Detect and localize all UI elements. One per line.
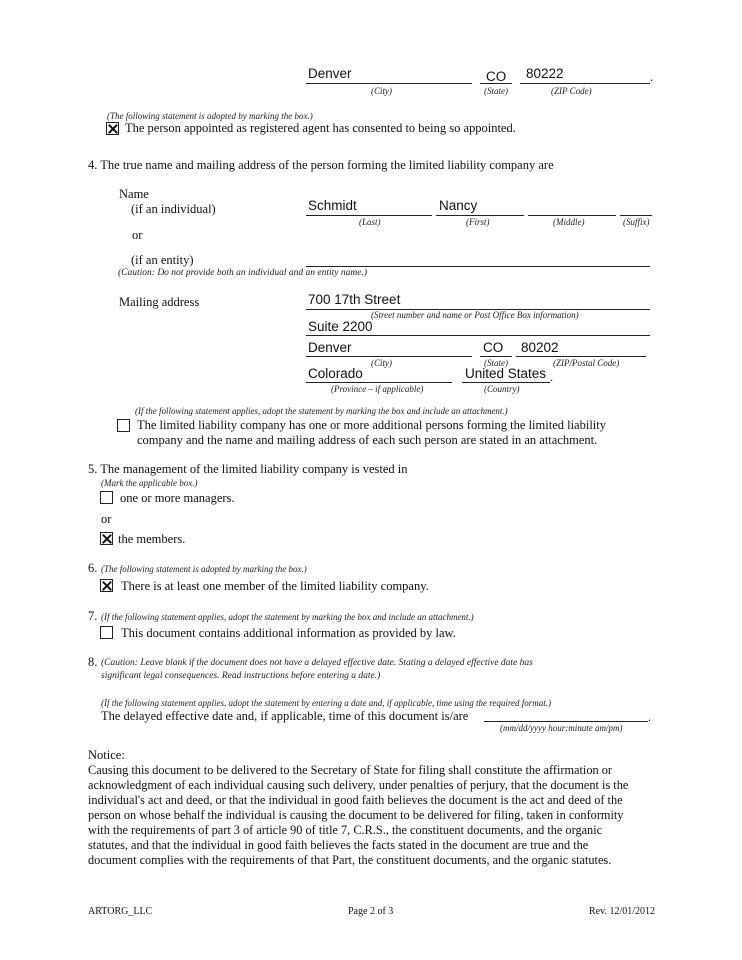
section5-note: (Mark the applicable box.)	[101, 478, 198, 488]
notice-body	[88, 763, 660, 868]
notice-heading: Notice:	[88, 748, 125, 762]
agent-state-caption: (State)	[484, 86, 508, 96]
mailing-state-line	[480, 356, 512, 357]
notice-line: person on whose behalf the individual is causing the document to be delivered for filing, taken in conformity	[88, 808, 624, 822]
section6-checkbox[interactable]	[100, 579, 113, 592]
mailing-city-line	[306, 356, 472, 357]
section8-statement: The delayed effective date and, if applicable, time of this document is/are	[101, 709, 469, 723]
additional-persons-checkbox[interactable]	[117, 419, 130, 432]
province-line	[306, 382, 452, 383]
mailing-zip-line	[516, 356, 646, 357]
notice-line: statutes, and that the individual in good faith believes the facts stated in the document are true and the	[88, 838, 589, 852]
suffix-line[interactable]	[620, 215, 652, 216]
agent-city-value[interactable]: Denver	[308, 66, 352, 81]
first-name-line	[436, 215, 524, 216]
footer-revision: Rev. 12/01/2012	[589, 906, 656, 917]
agent-period: .	[650, 70, 654, 84]
street-caption: (Street number and name or Post Office Box information)	[371, 310, 579, 320]
section8-number: 8.	[88, 655, 98, 669]
middle-caption: (Middle)	[553, 217, 585, 227]
section6-note: (The following statement is adopted by marking the box.)	[101, 564, 307, 574]
additional-persons-line2: company and the name and mailing address of each such person are stated in an attachment.	[137, 433, 598, 447]
section8-caution-line2: significant legal consequences. Read instructions before entering a date.)	[101, 671, 381, 681]
country-caption: (Country)	[484, 384, 520, 394]
country-line	[462, 382, 550, 383]
additional-persons-line1: The limited liability company has one or more additional persons forming the limited liability	[137, 418, 607, 432]
street2-line	[306, 335, 650, 336]
agent-state-line	[480, 83, 512, 84]
section5-heading: 5. The management of the limited liability company is vested in	[88, 462, 408, 476]
members-label: the members.	[118, 532, 186, 546]
agent-state-value[interactable]: CO	[486, 69, 507, 84]
first-name-value[interactable]: Nancy	[439, 198, 478, 213]
section7-number: 7.	[88, 609, 98, 623]
agent-city-caption: (City)	[371, 86, 392, 96]
consent-checkbox[interactable]	[106, 122, 119, 135]
if-individual-label: (if an individual)	[131, 202, 216, 216]
delayed-date-line[interactable]	[484, 721, 648, 722]
agent-zip-caption: (ZIP Code)	[551, 86, 592, 96]
footer-page-number: Page 2 of 3	[348, 906, 394, 917]
suffix-caption: (Suffix)	[623, 217, 650, 227]
entity-name-line[interactable]	[306, 266, 650, 267]
middle-name-line[interactable]	[528, 215, 616, 216]
last-name-value[interactable]: Schmidt	[308, 198, 357, 213]
last-name-line	[306, 215, 432, 216]
consent-statement: The person appointed as registered agent has consented to being so appointed.	[125, 121, 516, 135]
managers-label: one or more managers.	[120, 491, 235, 505]
section6-statement: There is at least one member of the limited liability company.	[121, 579, 429, 593]
section7-checkbox[interactable]	[100, 626, 113, 639]
mailing-city-caption: (City)	[371, 358, 392, 368]
province-value[interactable]: Colorado	[308, 366, 363, 381]
section5-or: or	[101, 512, 112, 526]
section4-heading: 4. The true name and mailing address of the person forming the limited liability company are	[88, 158, 554, 172]
agent-zip-value[interactable]: 80222	[526, 66, 564, 81]
managers-checkbox[interactable]	[100, 491, 113, 504]
section6-number: 6.	[88, 561, 98, 575]
first-caption: (First)	[466, 217, 490, 227]
notice-line: with the requirements of part 3 of article 90 of title 7, C.R.S., the constituent documents, and the organic	[88, 823, 603, 837]
consent-note: (The following statement is adopted by marking the box.)	[107, 111, 313, 121]
mailing-state-value[interactable]: CO	[483, 340, 504, 355]
section8-caution-line1: (Caution: Leave blank if the document does not have a delayed effective date. Stating a delayed effective date has	[101, 658, 533, 668]
notice-line: Causing this document to be delivered to the Secretary of State for filing shall constitute the affirmation or	[88, 763, 612, 777]
name-label: Name	[119, 187, 149, 201]
mailing-address-label: Mailing address	[119, 295, 200, 309]
province-caption: (Province – if applicable)	[331, 384, 424, 394]
section7-note: (If the following statement applies, adopt the statement by marking the box and include an attachment.)	[101, 612, 474, 622]
members-checkbox[interactable]	[100, 532, 113, 545]
notice-line: individual's act and deed, or that the individual in good faith believes the document is the act and deed of the	[88, 793, 623, 807]
last-caption: (Last)	[359, 217, 381, 227]
agent-city-line	[306, 83, 472, 84]
footer-form-id: ARTORG_LLC	[88, 906, 153, 917]
mailing-state-caption: (State)	[484, 358, 508, 368]
section8-note: (If the following statement applies, adopt the statement by entering a date and, if applicable, time using the required format.)	[101, 698, 552, 708]
country-value[interactable]: United States	[465, 366, 547, 381]
mailing-zip-caption: (ZIP/Postal Code)	[553, 358, 620, 368]
notice-line: acknowledgment of each individual causing such delivery, under penalties of perjury, that the document is the	[88, 778, 629, 792]
additional-persons-note: (If the following statement applies, adopt the statement by marking the box and include an attachment.)	[135, 406, 508, 416]
street-value[interactable]: 700 17th Street	[308, 292, 401, 307]
or-label: or	[132, 228, 143, 242]
section7-statement: This document contains additional information as provided by law.	[121, 626, 456, 640]
street2-value[interactable]: Suite 2200	[308, 319, 373, 334]
if-entity-label: (if an entity)	[131, 253, 194, 267]
mailing-city-value[interactable]: Denver	[308, 340, 352, 355]
section8-period: .	[648, 710, 652, 724]
date-format-caption: (mm/dd/yyyy hour:minute am/pm)	[500, 723, 623, 733]
notice-line: document complies with the requirements of that Part, the constituent documents, and the organic statutes.	[88, 853, 612, 867]
caution-note: (Caution: Do not provide both an individual and an entity name.)	[118, 268, 367, 278]
agent-zip-line	[520, 83, 650, 84]
mailing-zip-value[interactable]: 80202	[521, 340, 559, 355]
country-period: .	[550, 370, 554, 384]
